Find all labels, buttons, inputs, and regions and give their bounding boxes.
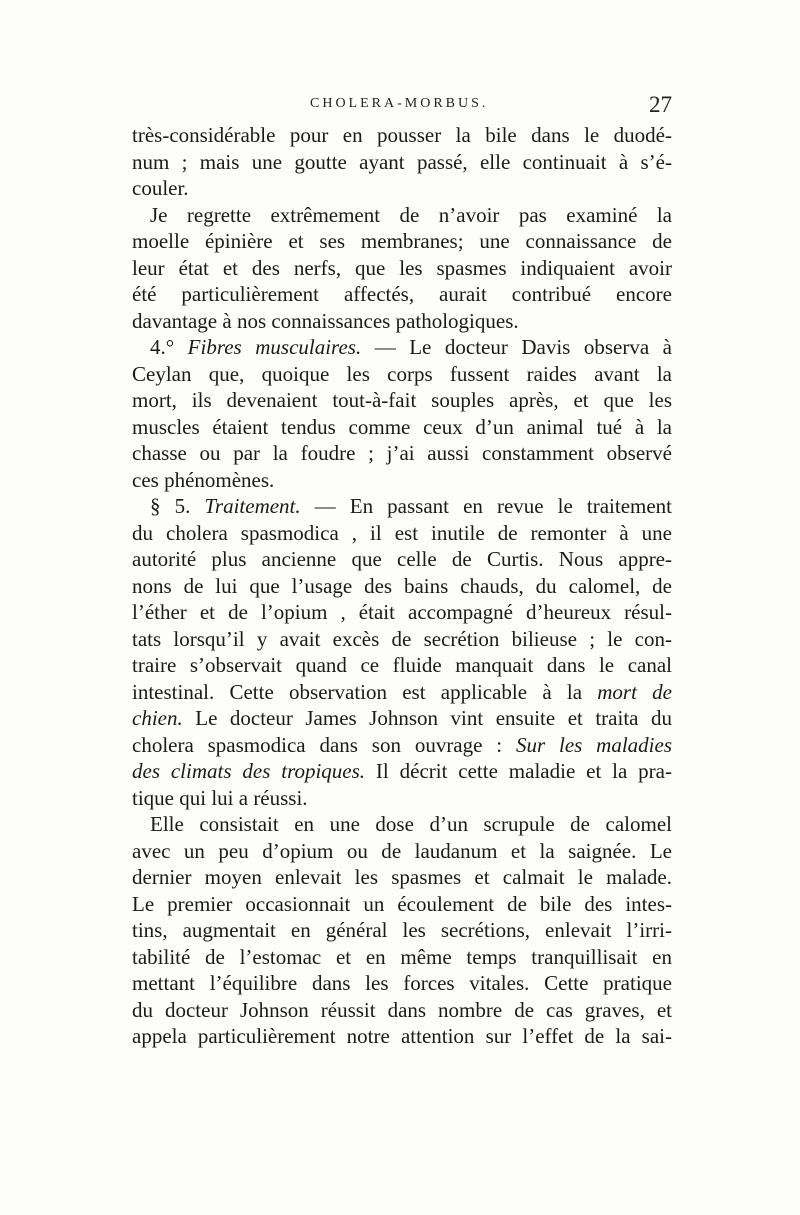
- text-line: Ceylan que, quoique les corps fussent raides avant la: [132, 361, 672, 386]
- text-line: traire s’observait quand ce fluide manquait dans le canal: [132, 653, 672, 677]
- text-line: dernier moyen enlevait les spasmes et calmait le malade.: [132, 865, 672, 889]
- text-run: cholera spasmodica dans son ouvrage :: [132, 732, 516, 757]
- text-line: autorité plus ancienne que celle de Curtis. Nous appre-: [132, 547, 672, 571]
- running-head: [132, 92, 672, 116]
- text-run: Le docteur James Johnson vint ensuite et traita du: [182, 706, 672, 730]
- text-line: du docteur Johnson réussit dans nombre de cas graves, et: [132, 997, 672, 1022]
- text-line: [132, 732, 672, 759]
- text-line: appela particulièrement notre attention sur l’effet de la sai-: [132, 1024, 672, 1048]
- text-line: [132, 758, 672, 785]
- section-title-fibres: Fibres musculaires.: [187, 335, 362, 359]
- book-title-run: des climats des tropiques.: [132, 759, 366, 783]
- text-line: tins, augmentait en général les secrétions, enlevait l’irri-: [132, 918, 672, 942]
- text-line: nons de lui que l’usage des bains chauds, du calomel, de: [132, 573, 672, 598]
- text-line: mort, ils devenaient tout-à-fait souples après, et que les: [132, 388, 672, 412]
- text-line: avec un peu d’opium ou de laudanum et la saignée. Le: [132, 838, 672, 863]
- text-run: — En passant en revue le traitement: [300, 494, 673, 518]
- text-line: muscles étaient tendus comme ceux d’un animal tué à la: [132, 414, 672, 439]
- paragraph-start-line: Je regrette extrêmement de n’avoir pas examiné la: [150, 202, 672, 227]
- text-line: tabilité de l’estomac et en même temps tranquillisait en: [132, 944, 672, 969]
- text-line: très-considérable pour en pousser la bile dans le duodé-: [132, 123, 672, 147]
- section-number: 4.°: [150, 335, 188, 359]
- text-run: — Le docteur Davis observa à: [361, 335, 673, 359]
- text-line: Le premier occasionnait un écoulement de bile des intes-: [132, 891, 672, 916]
- body-text: [132, 122, 672, 1050]
- text-line: du cholera spasmodica , il est inutile de remonter à une: [132, 520, 672, 545]
- paragraph-start-line: Elle consistait en une dose d’un scrupule de calomel: [150, 812, 672, 836]
- running-title: CHOLERA-MORBUS.: [310, 96, 489, 111]
- text-line: l’éther et de l’opium , était accompagné d’heureux résul-: [132, 600, 672, 624]
- text-line: [132, 705, 672, 732]
- text-line: tique qui lui a réussi.: [132, 785, 308, 810]
- book-title-run: Sur les maladies: [515, 732, 673, 757]
- text-line: ces phénomènes.: [132, 467, 275, 492]
- text-line: leur état et des nerfs, que les spasmes indiquaient avoir: [132, 255, 672, 280]
- section-title-traitement: Traitement.: [204, 494, 301, 518]
- text-line: chasse ou par la foudre ; j’ai aussi constamment observé: [132, 441, 672, 465]
- text-line: [132, 679, 672, 706]
- text-line: été particulièrement affectés, aurait contribué encore: [132, 282, 672, 306]
- text-line: couler.: [132, 176, 189, 200]
- text-run: Il décrit cette maladie et la pra-: [365, 759, 672, 783]
- text-line: num ; mais une goutte ayant passé, elle continuait à s’é-: [132, 149, 672, 174]
- text-line: moelle épinière et ses membranes; une connaissance de: [132, 229, 672, 253]
- italic-run: mort de: [597, 679, 672, 704]
- italic-run: chien.: [132, 706, 183, 730]
- text-run: intestinal. Cette observation est applicable à la: [132, 679, 598, 704]
- section-4-heading-line: [132, 334, 672, 361]
- text-line: davantage à nos connaissances pathologiques.: [132, 308, 519, 333]
- text-line: mettant l’équilibre dans les forces vitales. Cette pratique: [132, 971, 672, 995]
- section-number: § 5.: [150, 494, 205, 518]
- section-5-heading-line: [132, 493, 672, 520]
- page-number: 27: [649, 92, 672, 117]
- text-line: tats lorsqu’il y avait excès de secrétion bilieuse ; le con-: [132, 626, 672, 651]
